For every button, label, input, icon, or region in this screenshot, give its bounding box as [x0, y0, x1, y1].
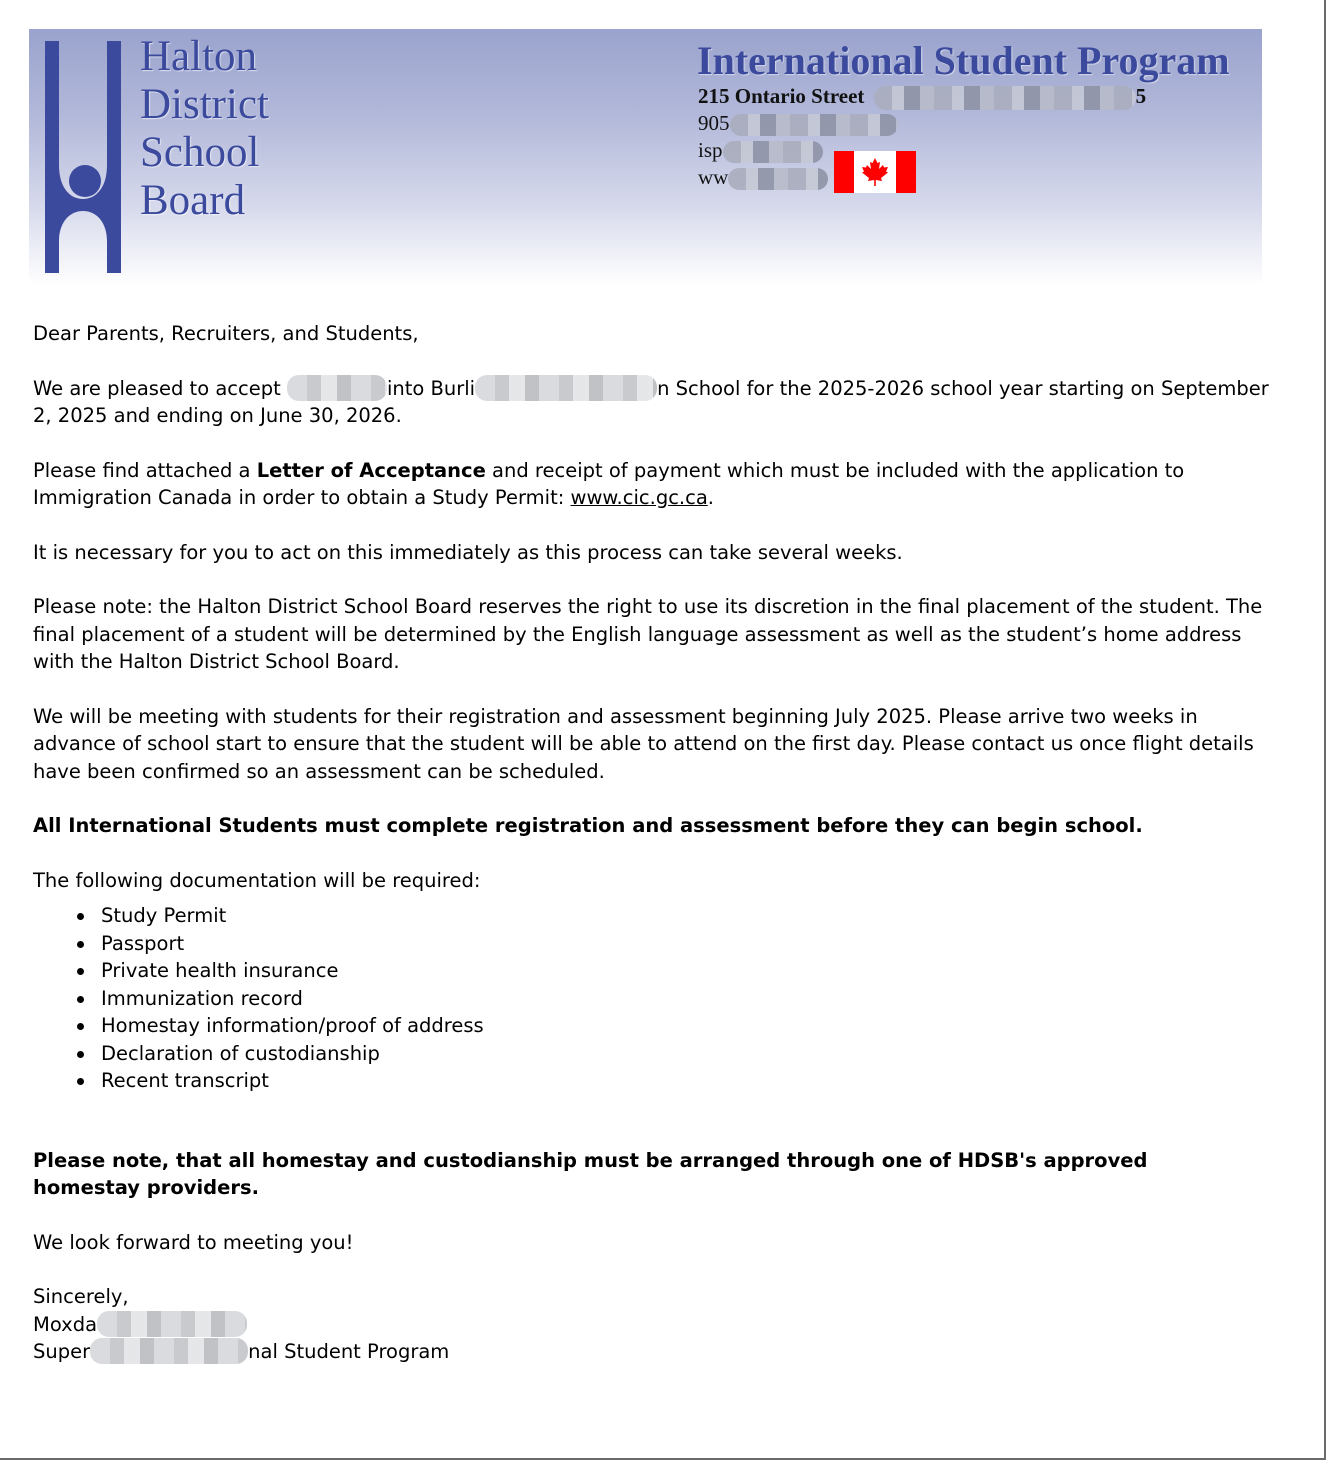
letter-body [33, 320, 1273, 1366]
wordmark-line: Halton [140, 33, 258, 80]
website-text: ww [698, 165, 729, 190]
signature-block [33, 1283, 1273, 1366]
redacted-signer-name [97, 1311, 247, 1337]
wordmark-line: District [140, 81, 269, 128]
hdsb-logo-icon [45, 41, 121, 273]
wordmark-line: Board [140, 177, 246, 224]
attachment-text-3: . [707, 486, 714, 509]
attachment-text-2: and receipt of payment which must be included with the application to Immigration Canada in order to obtain a Study Permit: [33, 458, 1185, 509]
list-item: Declaration of custodianship [101, 1040, 1273, 1068]
redacted-website [728, 168, 828, 190]
redacted-student-name [287, 375, 387, 401]
homestay-paragraph [33, 1147, 1173, 1202]
redacted-signer-title [90, 1338, 248, 1364]
address-line [698, 83, 1146, 110]
redacted-address [874, 86, 1136, 110]
list-item: Homestay information/proof of address [101, 1012, 1273, 1040]
contact-block [698, 83, 1146, 191]
list-item: Immunization record [101, 985, 1273, 1013]
acceptance-text-2: into Burli [386, 376, 476, 400]
address-suffix: 5 [1135, 84, 1147, 108]
cic-link[interactable]: www.cic.gc.ca [570, 486, 708, 509]
maple-leaf-icon [860, 157, 890, 187]
signer-title-prefix: Super [33, 1340, 91, 1363]
list-item: Study Permit [101, 902, 1273, 930]
signoff: Sincerely, [33, 1285, 129, 1308]
signer-name-line [33, 1311, 1273, 1339]
acceptance-paragraph [33, 375, 1273, 430]
attachment-paragraph [33, 457, 1273, 512]
acceptance-text-1: We are pleased to accept [33, 376, 287, 400]
urgency-paragraph: It is necessary for you to act on this immediately as this process can take several weeks. [33, 540, 903, 564]
requirement-paragraph [33, 812, 1273, 840]
required-documents-list [33, 902, 1273, 1095]
canada-flag-icon [834, 151, 916, 193]
redacted-email [723, 141, 823, 163]
letter-of-acceptance-bold: Letter of Acceptance [256, 458, 486, 482]
homestay-bold: Please note, that all homestay and custodianship must be arranged through one of HDSB's approved homestay providers. [33, 1148, 1148, 1199]
letterhead-banner [29, 29, 1262, 285]
email-line [698, 137, 1146, 164]
phone-line [698, 110, 1146, 137]
signer-name: Moxda [33, 1312, 98, 1336]
address-text: 215 Ontario Street [698, 84, 865, 108]
acceptance-text-3: n School for the 2025-2026 school year starting on September 2, 2025 and ending on June 30, 2026. [33, 376, 1269, 427]
list-item: Recent transcript [101, 1067, 1273, 1095]
closing-paragraph: We look forward to meeting you! [33, 1230, 354, 1254]
redacted-phone [730, 114, 898, 136]
redacted-school-name [475, 375, 657, 401]
requirement-bold: All International Students must complete registration and assessment before they can begin school. [33, 814, 1143, 837]
list-item: Passport [101, 930, 1273, 958]
program-title: International Student Program [697, 38, 1230, 83]
placement-paragraph: Please note: the Halton District School Board reserves the right to use its discretion in the final placement of the student. The final placement of a student will be determined by the English language assessment as well as the student’s home address with the Halton District School Board. [33, 595, 1263, 673]
greeting: Dear Parents, Recruiters, and Students, [33, 322, 419, 345]
signer-title-suffix: nal Student Program [248, 1340, 450, 1363]
website-line [698, 164, 1146, 191]
list-item: Private health insurance [101, 957, 1273, 985]
wordmark-line: School [140, 129, 260, 176]
phone-text: 905 [698, 111, 730, 136]
meeting-paragraph: We will be meeting with students for their registration and assessment beginning July 2025. Please arrive two weeks in advance of school start to ensure that the student will be able to attend on the first day. Please contact us once flight details have been confirmed so an assessment can be scheduled. [33, 704, 1254, 783]
attachment-text-1: Please find attached a [33, 458, 257, 482]
signer-title-line [33, 1338, 1273, 1366]
email-text: isp [698, 138, 723, 163]
docs-intro: The following documentation will be required: [33, 868, 481, 892]
hdsb-wordmark [140, 33, 269, 225]
